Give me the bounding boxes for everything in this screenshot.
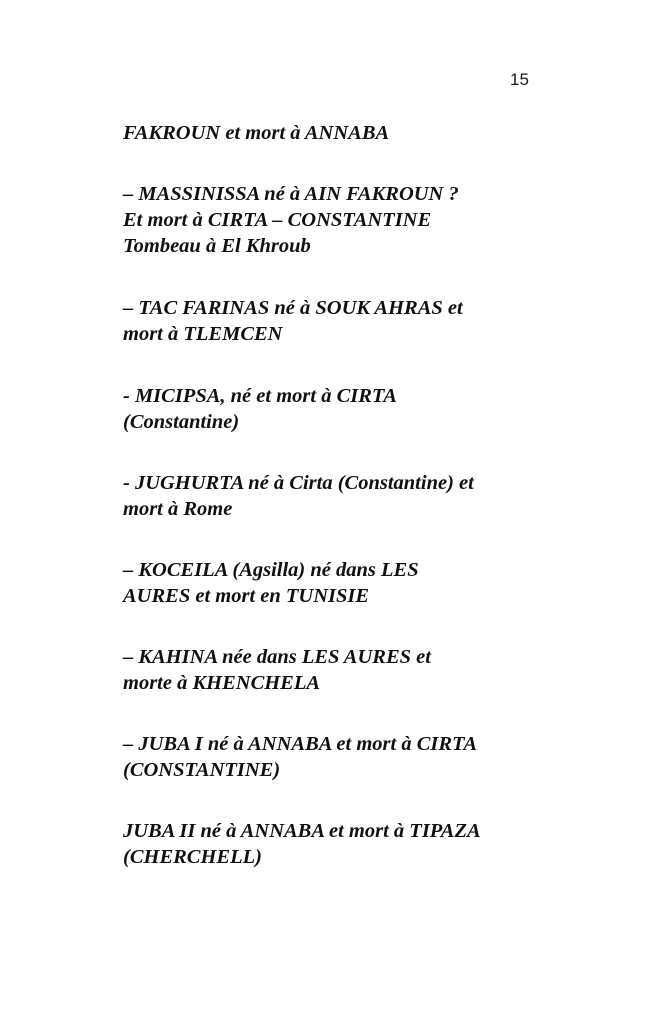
entry-line: (CHERCHELL) [123, 846, 262, 868]
entry-line: – KOCEILA (Agsilla) né dans LES [123, 559, 419, 581]
entry-line: - MICIPSA, né et mort à CIRTA [123, 385, 397, 407]
entry-line: - JUGHURTA né à Cirta (Constantine) et [123, 472, 474, 494]
entry-line: mort à Rome [123, 498, 233, 520]
entry-tac-farinas [123, 295, 463, 347]
entry-line: Et mort à CIRTA – CONSTANTINE [123, 209, 432, 231]
entry-juba-ii [123, 818, 481, 870]
entry-koceila [123, 557, 419, 609]
entry-line: – KAHINA née dans LES AURES et [123, 646, 431, 668]
entry-line: FAKROUN et mort à ANNABA [123, 122, 390, 144]
entry-line: AURES et mort en TUNISIE [123, 585, 370, 607]
entry-juba-i [123, 731, 477, 783]
entry-line: (CONSTANTINE) [123, 759, 281, 781]
entry-line: Tombeau à El Khroub [123, 235, 311, 257]
entry-line: – JUBA I né à ANNABA et mort à CIRTA [123, 733, 478, 755]
entry-line: – TAC FARINAS né à SOUK AHRAS et [123, 297, 463, 319]
entry-line: mort à TLEMCEN [123, 323, 283, 345]
entry-fakroun [123, 120, 389, 146]
entry-massinissa [123, 181, 459, 259]
page-number: 15 [510, 70, 529, 89]
entry-micipsa [123, 383, 397, 435]
entry-line: morte à KHENCHELA [123, 672, 321, 694]
entry-jughurta [123, 470, 474, 522]
entry-line: – MASSINISSA né à AIN FAKROUN ? [123, 183, 459, 205]
entry-kahina [123, 644, 431, 696]
entry-line: JUBA II né à ANNABA et mort à TIPAZA [123, 820, 481, 842]
entry-line: (Constantine) [123, 411, 240, 433]
